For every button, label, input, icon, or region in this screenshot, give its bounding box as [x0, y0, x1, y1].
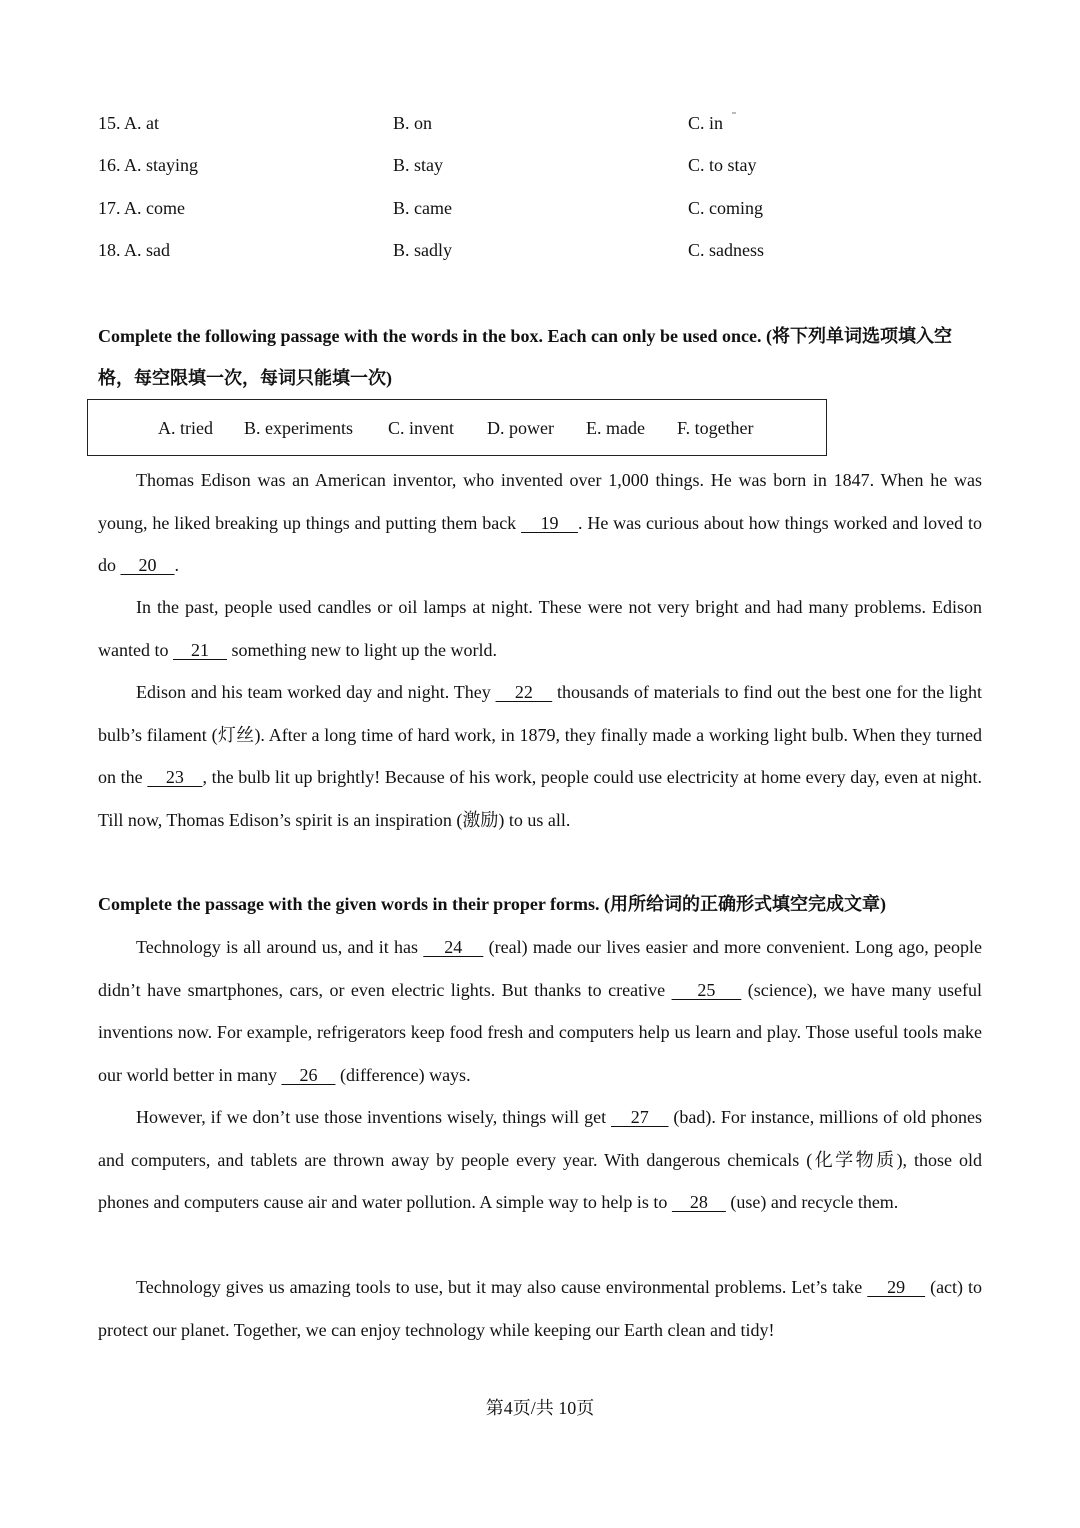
- blank-27[interactable]: 27: [611, 1107, 669, 1127]
- page-footer: 第4页/共 10页: [485, 1398, 595, 1418]
- stray-mark: [732, 112, 736, 114]
- word-option: E. made: [586, 418, 645, 438]
- word-option: B. experiments: [244, 418, 353, 438]
- section1-paragraph-1: [98, 459, 982, 587]
- text: (use) and recycle them.: [725, 1192, 899, 1212]
- word-option: D. power: [487, 418, 554, 438]
- word-option: A. tried: [158, 418, 213, 438]
- word-option: C. invent: [388, 418, 454, 438]
- blank-22[interactable]: 22: [495, 682, 553, 702]
- blank-26[interactable]: 26: [281, 1064, 336, 1085]
- option-16-b: B. stay: [393, 155, 444, 175]
- option-15-c: C. in: [688, 113, 724, 133]
- option-16-c: C. to stay: [688, 155, 757, 175]
- option-row-17: [98, 198, 978, 228]
- text: something new to light up the world.: [226, 639, 497, 660]
- section2-paragraph-2: [98, 1096, 982, 1224]
- option-16-a: 16. A. staying: [98, 155, 199, 175]
- section1-paragraph-3: [98, 671, 982, 841]
- section2-paragraph-1: [98, 926, 982, 1096]
- text: (real) made our lives easier and more convenient. Long ago, people didn’t have smartphones, cars, or even electric lights. But thanks to creative: [98, 937, 982, 1000]
- word-option: F. together: [677, 418, 754, 438]
- option-18-b: B. sadly: [393, 240, 453, 260]
- text: . He was curious about how things worked and loved to do: [98, 512, 982, 575]
- text: Technology is all around us, and it has: [136, 937, 424, 957]
- option-row-16: [98, 155, 978, 185]
- option-17-b: B. came: [393, 198, 452, 218]
- section2-paragraph-3: [98, 1266, 982, 1351]
- text: Technology gives us amazing tools to use, but it may also cause environmental problems. Let’s take: [136, 1277, 868, 1297]
- section1-paragraph-2: [98, 586, 982, 671]
- blank-21[interactable]: 21: [172, 639, 227, 660]
- blank-28[interactable]: 28: [671, 1192, 726, 1212]
- text: (bad). For instance, millions of old phones and computers, and tablets are thrown away by people every year. With dangerous chemicals (化学物质), those old phones and computers cause air and water pollution. A simple way to help is to: [98, 1107, 983, 1212]
- word-box: [87, 399, 827, 456]
- blank-19[interactable]: 19: [521, 512, 578, 533]
- text: Thomas Edison was an American inventor, who invented over 1,000 things. He was born in 1847. When he was young, he liked breaking up things and putting them back: [98, 470, 982, 533]
- option-17-a: 17. A. come: [98, 198, 185, 218]
- text: thousands of materials to find out the best one for the light bulb’s filament (灯丝). After a long time of hard work, in 1879, they finally made a working light bulb. When they turned on the: [98, 682, 983, 787]
- text: Edison and his team worked day and night. They: [136, 682, 496, 702]
- text: (science), we have many useful inventions now. For example, refrigerators keep food fresh and computers help us learn and play. Those useful tools make our world better in many: [98, 979, 982, 1085]
- section2-heading: Complete the passage with the given words in their proper forms. (用所给词的正确形式填空完成文章): [98, 894, 886, 914]
- blank-24[interactable]: 24: [423, 937, 484, 957]
- option-18-a: 18. A. sad: [98, 240, 170, 260]
- text: However, if we don’t use those inventions wisely, things will get: [136, 1107, 612, 1127]
- option-row-18: [98, 240, 978, 270]
- option-row-15: [98, 113, 978, 143]
- text: , the bulb lit up brightly! Because of his work, people could use electricity at home every day, even at night. Till now, Thomas Edison’s spirit is an inspiration (激励) to us all.: [98, 767, 982, 830]
- text: .: [174, 555, 179, 575]
- text: In the past, people used candles or oil lamps at night. These were not very bright and had many problems. Edison wanted to: [98, 597, 982, 660]
- option-18-c: C. sadness: [688, 240, 764, 260]
- blank-23[interactable]: 23: [147, 767, 203, 787]
- option-15-b: B. on: [393, 113, 433, 133]
- blank-29[interactable]: 29: [867, 1277, 926, 1297]
- option-15-a: 15. A. at: [98, 113, 159, 133]
- blank-20[interactable]: 20: [120, 555, 175, 575]
- text: (act) to protect our planet. Together, we can enjoy technology while keeping our Earth clean and tidy!: [98, 1277, 983, 1340]
- text: (difference) ways.: [335, 1064, 471, 1085]
- blank-25[interactable]: 25: [671, 979, 742, 1000]
- option-17-c: C. coming: [688, 198, 763, 218]
- section1-heading: Complete the following passage with the words in the box. Each can only be used once. (将下列单词选项填入空格，每空限填一次，每词只能填一次): [98, 326, 953, 388]
